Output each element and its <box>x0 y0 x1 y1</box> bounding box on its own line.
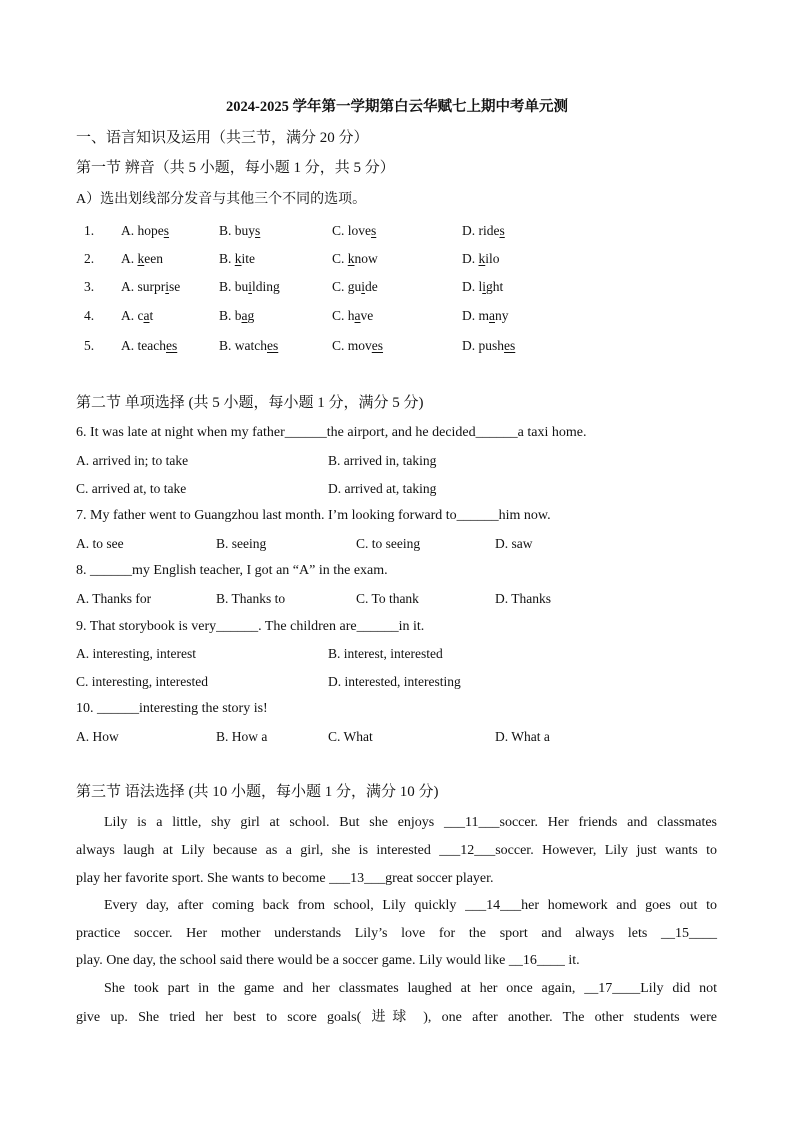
q6-option-b: B. arrived in, taking <box>328 453 437 468</box>
option-text: g <box>247 308 255 323</box>
passage-line: Every day, after coming back from school, Lily quickly ___14___her homework and goes out to <box>104 898 717 913</box>
option-text: D. ride <box>462 223 500 238</box>
q8-option-a: A. Thanks for <box>76 591 152 606</box>
option-text: se <box>169 279 181 294</box>
passage-line: always laugh at Lily because as a girl, she is interested ___12___soccer. However, Lily just wants to <box>76 843 717 858</box>
phonics-option-c <box>332 307 373 325</box>
q6-option-c: C. arrived at, to take <box>76 481 187 496</box>
q9-option-b: B. interest, interested <box>328 646 443 661</box>
q7-option-a: A. to see <box>76 536 124 551</box>
q10-option-c: C. What <box>328 729 373 744</box>
underlined-letters: i <box>165 279 170 294</box>
phonics-option-c <box>332 337 383 355</box>
q9-option-d: D. interested, interesting <box>328 674 461 689</box>
phonics-number: 2. <box>84 251 95 266</box>
option-text: C. gu <box>332 279 362 294</box>
underlined-letters: a <box>143 308 150 323</box>
phonics-option-a <box>121 250 163 268</box>
option-text: now <box>354 251 378 266</box>
underlined-letters: i <box>482 279 487 294</box>
underlined-letters: a <box>354 308 361 323</box>
q7-option-b: B. seeing <box>216 536 267 551</box>
option-text: A. hope <box>121 223 164 238</box>
underlined-letters: i <box>248 279 253 294</box>
underlined-letters: k <box>137 251 145 266</box>
option-text: C. h <box>332 308 355 323</box>
phonics-option-c <box>332 278 378 296</box>
underlined-letters: s <box>255 223 261 238</box>
underlined-letters: s <box>499 223 505 238</box>
phonics-option-a <box>121 337 177 355</box>
option-text: A. teach <box>121 338 166 353</box>
phonics-option-b <box>219 250 255 268</box>
option-text: B. b <box>219 308 242 323</box>
q8-option-d: D. Thanks <box>495 591 551 606</box>
phonics-number: 4. <box>84 308 95 323</box>
option-text: ve <box>360 308 374 323</box>
section2-heading: 第二节 单项选择 (共 5 小题，每小题 1 分，满分 5 分) <box>76 395 424 411</box>
option-text: D. <box>462 251 479 266</box>
underlined-letters: a <box>489 308 495 323</box>
option-text: ght <box>486 279 504 294</box>
underlined-letters: k <box>347 251 355 266</box>
option-text: t <box>149 308 154 323</box>
phonics-number: 1. <box>84 223 95 238</box>
phonics-option-d <box>462 222 505 240</box>
option-text: A. c <box>121 308 144 323</box>
q10-option-b: B. How a <box>216 729 268 744</box>
option-text: een <box>144 251 163 266</box>
underlined-letters: es <box>504 338 516 353</box>
phonics-option-c <box>332 222 376 240</box>
q6-option-a: A. arrived in; to take <box>76 453 189 468</box>
option-text: B. bu <box>219 279 249 294</box>
passage-line: give up. She tried her best to score goals( 进球 ), one after another. The other students were <box>76 1010 717 1025</box>
passage-line: Lily is a little, shy girl at school. But she enjoys ___11___soccer. Her friends and classmates <box>104 815 717 830</box>
phonics-option-d <box>462 307 509 325</box>
option-text: D. push <box>462 338 505 353</box>
option-text: D. m <box>462 308 489 323</box>
phonics-option-c <box>332 250 378 268</box>
question-7: 7. My father went to Guangzhou last month. I’m looking forward to______him now. <box>76 508 551 523</box>
underlined-letters: es <box>165 338 178 353</box>
option-text: D. l <box>462 279 483 294</box>
q7-option-d: D. saw <box>495 536 533 551</box>
underlined-letters: k <box>478 251 486 266</box>
question-8: 8. ______my English teacher, I got an “A” in the exam. <box>76 563 388 578</box>
phonics-option-d <box>462 337 515 355</box>
q9-option-a: A. interesting, interest <box>76 646 196 661</box>
underlined-letters: s <box>163 223 170 238</box>
underlined-letters: es <box>371 338 384 353</box>
question-10: 10. ______interesting the story is! <box>76 701 268 716</box>
part1-heading: 一、语言知识及运用（共三节，满分 20 分） <box>76 130 369 146</box>
underlined-letters: i <box>361 279 366 294</box>
underlined-letters: es <box>267 338 279 353</box>
phonics-option-b <box>219 278 280 296</box>
passage-line: play her favorite sport. She wants to become ___13___great soccer player. <box>76 871 494 886</box>
option-text: ilo <box>485 251 500 266</box>
phonics-option-b <box>219 337 278 355</box>
option-text: B. <box>219 251 235 266</box>
phonics-option-a <box>121 307 153 325</box>
question-6: 6. It was late at night when my father______the airport, and he decided______a taxi home. <box>76 425 587 440</box>
option-text: ite <box>241 251 256 266</box>
option-text: C. <box>332 251 348 266</box>
phonics-option-a <box>121 278 180 296</box>
option-text: A. surpr <box>121 279 166 294</box>
underlined-letters: s <box>371 223 377 238</box>
phonics-option-a <box>121 222 169 240</box>
phonics-number: 5. <box>84 338 95 353</box>
q10-option-a: A. How <box>76 729 119 744</box>
q10-option-d: D. What a <box>495 729 550 744</box>
section1-instruction: A）选出划线部分发音与其他三个不同的选项。 <box>76 192 367 207</box>
q9-option-c: C. interesting, interested <box>76 674 208 689</box>
underlined-letters: a <box>241 308 248 323</box>
underlined-letters: k <box>234 251 242 266</box>
q8-option-c: C. To thank <box>356 591 419 606</box>
q8-option-b: B. Thanks to <box>216 591 286 606</box>
option-text: ny <box>495 308 509 323</box>
passage-line: practice soccer. Her mother understands Lily’s love for the sport and always lets __15____ <box>76 926 717 941</box>
passage-line: play. One day, the school said there would be a soccer game. Lily would like __16____ it. <box>76 953 580 968</box>
phonics-option-d <box>462 278 503 296</box>
phonics-option-b <box>219 307 254 325</box>
section3-heading: 第三节 语法选择 (共 10 小题，每小题 1 分，满分 10 分) <box>76 784 439 800</box>
phonics-number: 3. <box>84 279 95 294</box>
option-text: de <box>365 279 378 294</box>
q6-option-d: D. arrived at, taking <box>328 481 437 496</box>
passage-line: She took part in the game and her classmates laughed at her once again, __17____Lily did not <box>104 981 717 996</box>
section1-heading: 第一节 辨音（共 5 小题，每小题 1 分，共 5 分） <box>76 160 395 176</box>
q7-option-c: C. to seeing <box>356 536 421 551</box>
option-text: lding <box>252 279 280 294</box>
option-text: B. watch <box>219 338 267 353</box>
option-text: C. love <box>332 223 371 238</box>
page-title: 2024-2025 学年第一学期第白云华赋七上期中考单元测 <box>226 99 568 115</box>
question-9: 9. That storybook is very______. The children are______in it. <box>76 619 425 634</box>
option-text: A. <box>121 251 138 266</box>
phonics-option-d <box>462 250 500 268</box>
option-text: B. buy <box>219 223 256 238</box>
option-text: C. mov <box>332 338 372 353</box>
phonics-option-b <box>219 222 260 240</box>
